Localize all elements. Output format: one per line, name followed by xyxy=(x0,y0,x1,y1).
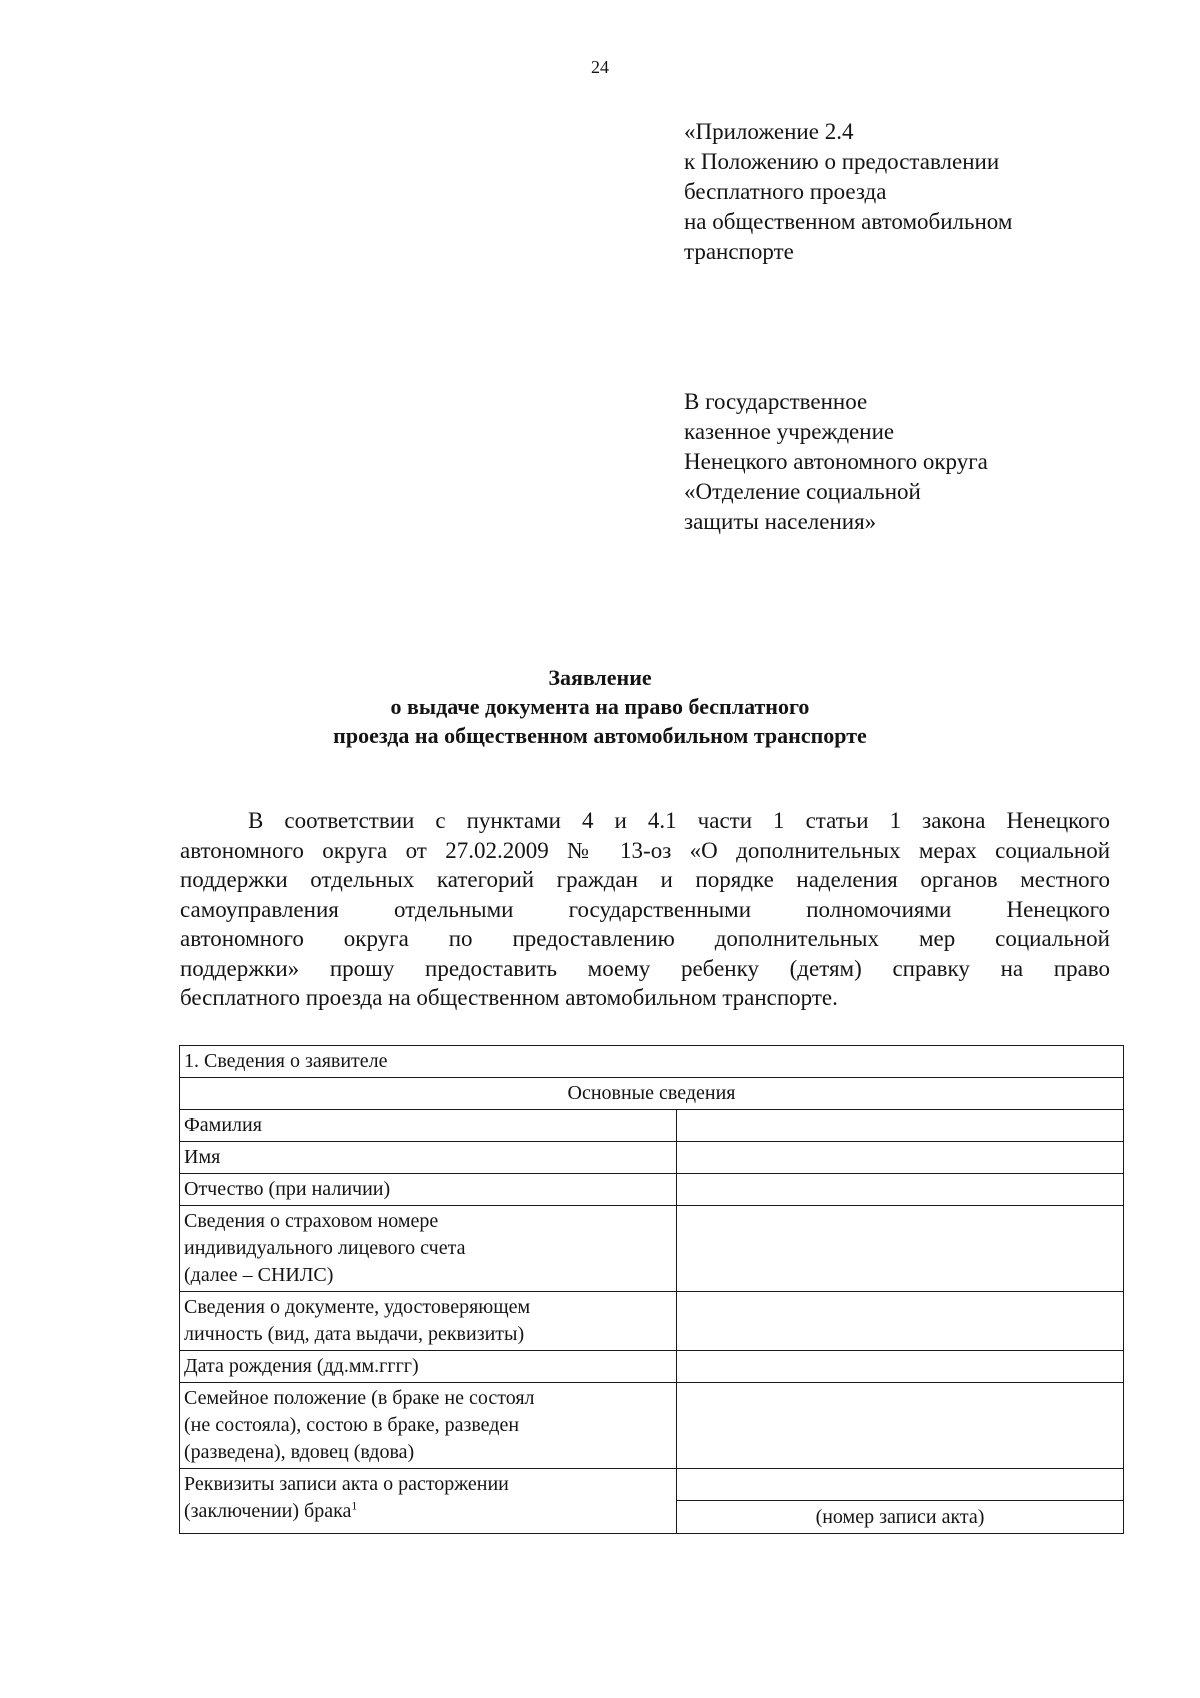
table-row xyxy=(180,1110,1124,1142)
body-line: автономного округа от 27.02.2009 № 13-оз «О дополнительных мерах социальной xyxy=(180,837,1110,863)
marital-status-label-line: (не состояла), состою в браке, разведен xyxy=(184,1414,520,1436)
body-line: поддержки» прошу предоставить моему ребенку (детям) справку на право xyxy=(180,955,1110,981)
section-title: 1. Сведения о заявителе xyxy=(180,1046,1124,1078)
table-row xyxy=(180,1292,1124,1351)
recipient-line: казенное учреждение xyxy=(684,419,895,444)
marriage-record-label-line xyxy=(184,1498,672,1525)
table-row xyxy=(180,1383,1124,1469)
birth-date-field[interactable] xyxy=(677,1351,1124,1383)
patronymic-label: Отчество (при наличии) xyxy=(180,1174,677,1206)
subsection-title: Основные сведения xyxy=(180,1078,1124,1110)
table-row xyxy=(180,1142,1124,1174)
marriage-record-field[interactable] xyxy=(677,1469,1124,1501)
id-document-label xyxy=(180,1292,677,1351)
recipient-block xyxy=(684,387,1144,537)
snils-label-line: индивидуального лицевого счета xyxy=(184,1237,466,1259)
section-header-row xyxy=(180,1046,1124,1078)
page-number: 24 xyxy=(591,57,609,77)
recipient-line: В государственное xyxy=(684,389,868,414)
body-line: В соответствии с пунктами 4 и 4.1 части 1 статьи 1 закона Ненецкого xyxy=(248,808,1110,833)
snils-label xyxy=(180,1206,677,1292)
title-line: проезда на общественном автомобильном транспорте xyxy=(333,723,867,748)
marital-status-label-line: (разведена), вдовец (вдова) xyxy=(184,1441,415,1463)
application-body xyxy=(180,806,1110,1013)
footnote-marker: 1 xyxy=(351,1498,358,1513)
birth-date-label: Дата рождения (дд.мм.гггг) xyxy=(180,1351,677,1383)
snils-field[interactable] xyxy=(677,1206,1124,1292)
document-title xyxy=(0,663,1200,750)
id-document-label-line: Сведения о документе, удостоверяющем xyxy=(184,1296,531,1318)
subsection-header-row xyxy=(180,1078,1124,1110)
surname-label: Фамилия xyxy=(180,1110,677,1142)
table-row xyxy=(180,1351,1124,1383)
applicant-form-table xyxy=(179,1045,1124,1534)
marital-status-label xyxy=(180,1383,677,1469)
appendix-line: транспорте xyxy=(684,239,794,264)
recipient-line: защиты населения» xyxy=(684,509,877,534)
appendix-line: «Приложение 2.4 xyxy=(684,119,854,144)
body-line: автономного округа по предоставлению дополнительных мер социальной xyxy=(180,926,1110,951)
body-line: поддержки отдельных категорий граждан и порядке наделения органов местного xyxy=(180,867,1110,892)
table-row xyxy=(180,1174,1124,1206)
body-line: самоуправления отдельными государственными полномочиями Ненецкого xyxy=(180,896,1110,922)
recipient-line: «Отделение социальной xyxy=(684,479,921,504)
name-label: Имя xyxy=(180,1142,677,1174)
marriage-record-label xyxy=(180,1469,677,1534)
marital-status-field[interactable] xyxy=(677,1383,1124,1469)
patronymic-field[interactable] xyxy=(677,1174,1124,1206)
snils-label-line: (далее – СНИЛС) xyxy=(184,1264,334,1286)
title-line: Заявление xyxy=(548,665,652,690)
record-number-note: (номер записи акта) xyxy=(677,1501,1124,1534)
appendix-line: бесплатного проезда xyxy=(684,179,887,204)
recipient-line: Ненецкого автономного округа xyxy=(684,449,988,474)
body-line: бесплатного проезда на общественном автомобильном транспорте. xyxy=(180,985,838,1010)
marriage-record-label-text: (заключении) брака xyxy=(184,1500,352,1522)
appendix-reference xyxy=(684,117,1144,267)
snils-label-line: Сведения о страховом номере xyxy=(184,1210,439,1232)
name-field[interactable] xyxy=(677,1142,1124,1174)
marital-status-label-line: Семейное положение (в браке не состоял xyxy=(184,1387,535,1409)
table-row xyxy=(180,1206,1124,1292)
appendix-line: к Положению о предоставлении xyxy=(684,149,1000,174)
id-document-field[interactable] xyxy=(677,1292,1124,1351)
marriage-record-label-line: Реквизиты записи акта о расторжении xyxy=(184,1473,509,1495)
id-document-label-line: личность (вид, дата выдачи, реквизиты) xyxy=(184,1323,525,1345)
title-line: о выдаче документа на право бесплатного xyxy=(390,694,810,719)
appendix-line: на общественном автомобильном xyxy=(684,209,1013,234)
surname-field[interactable] xyxy=(677,1110,1124,1142)
table-row xyxy=(180,1469,1124,1501)
